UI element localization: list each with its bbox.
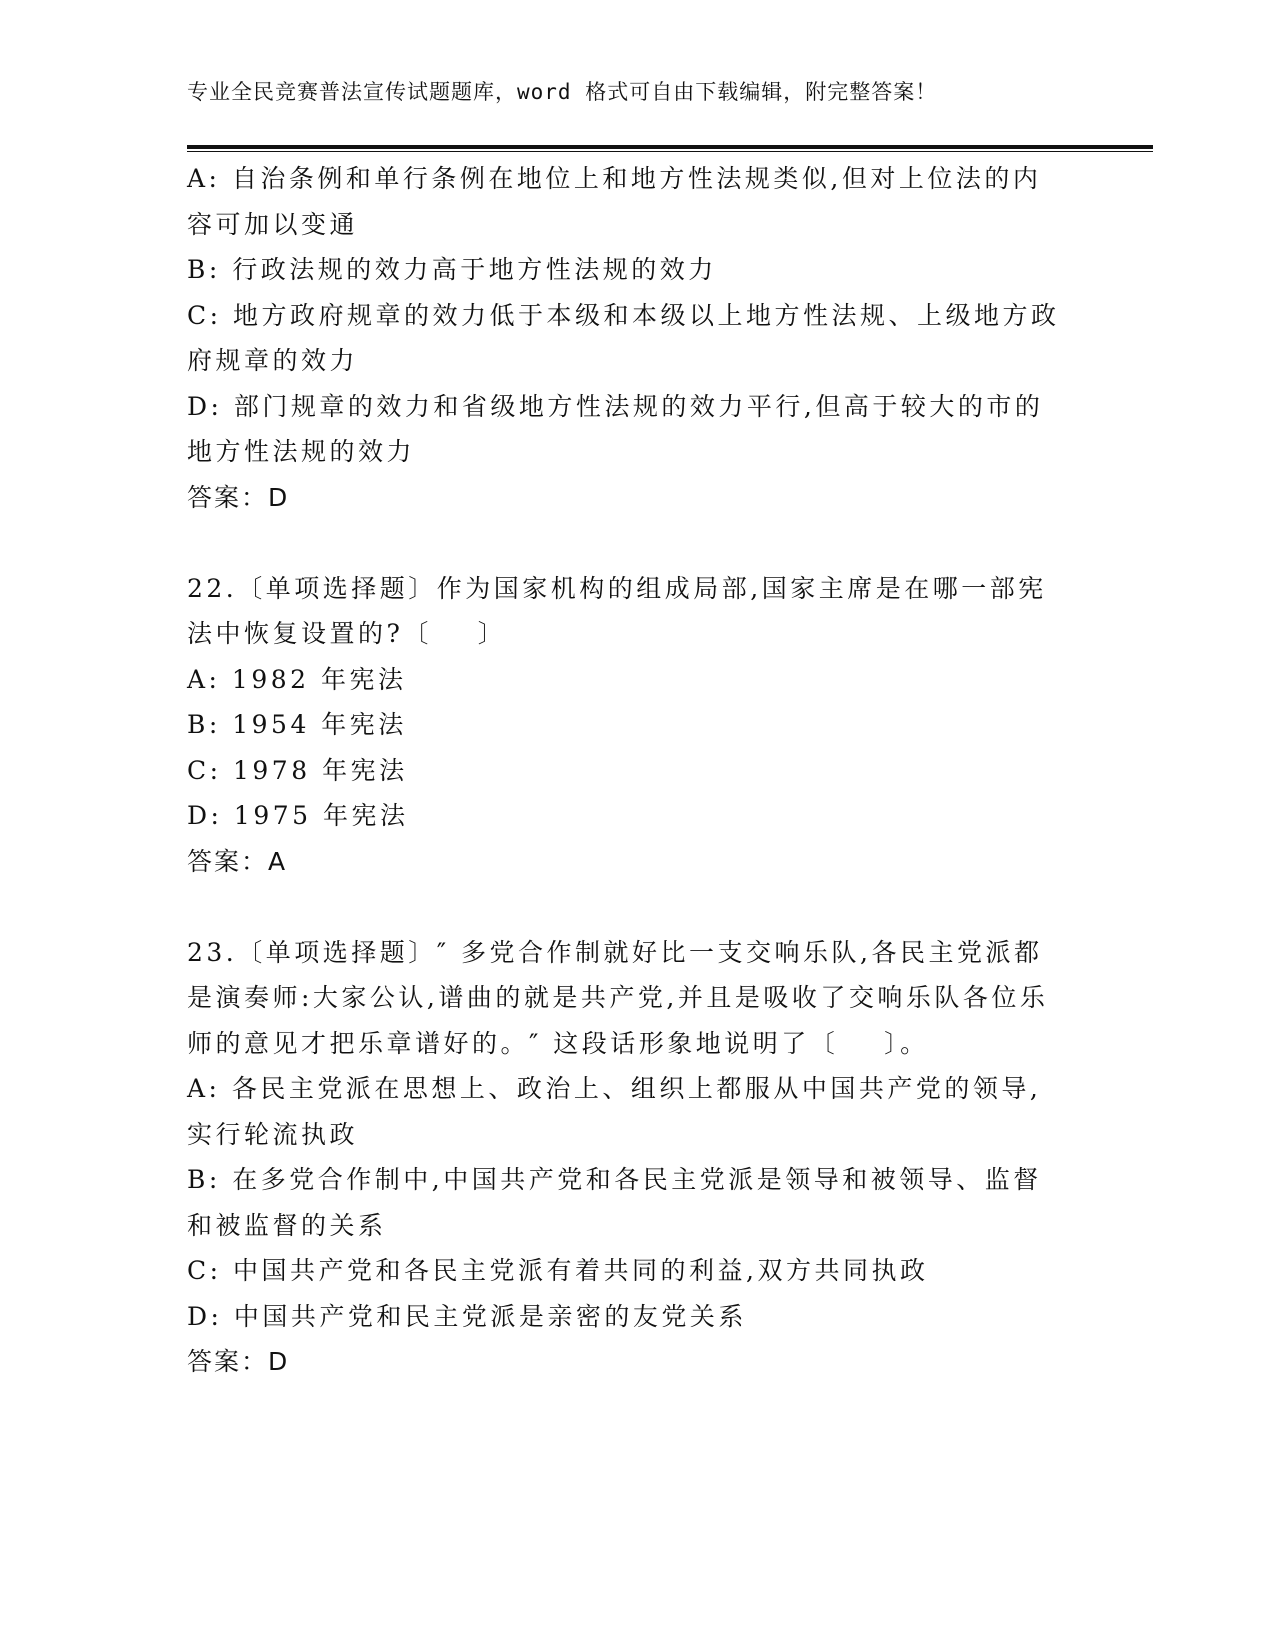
option-b-line-2: 和被监督的关系 [187, 1210, 387, 1240]
question-stem-line-2: 是演奏师:大家公认,谱曲的就是共产党,并且是吸收了交响乐队各位乐 [187, 983, 1049, 1012]
question-stem-line-2: 法中恢复设置的?〔 〕 [187, 619, 507, 648]
question-23 [187, 930, 1087, 1385]
spacer [187, 520, 1087, 566]
option-d: D: 1975 年宪法 [187, 801, 409, 830]
header-rule-thick [187, 145, 1153, 149]
question-stem-line-3: 师的意见才把乐章谱好的。″ 这段话形象地说明了〔 〕。 [187, 1028, 929, 1058]
option-b-line-1: B: 在多党合作制中,中国共产党和各民主党派是领导和被领导、监督 [187, 1165, 1042, 1194]
option-a-line-1: A: 自治条例和单行条例在地位上和地方性法规类似,但对上位法的内 [187, 164, 1042, 193]
option-a-line-2: 实行轮流执政 [187, 1119, 359, 1149]
option-c-line-2: 府规章的效力 [187, 346, 359, 375]
option-d-line-1: D: 部门规章的效力和省级地方性法规的效力平行,但高于较大的市的 [187, 391, 1044, 421]
answer-label: 答案：D [187, 1347, 290, 1376]
spacer [187, 884, 1087, 930]
option-d-line-2: 地方性法规的效力 [187, 437, 416, 466]
question-stem-line-1: 23.〔单项选择题〕″ 多党合作制就好比一支交响乐队,各民主党派都 [187, 937, 1043, 967]
question-content [187, 156, 1087, 1385]
answer-label: 答案：D [187, 482, 290, 512]
page-header: 专业全民竞赛普法宣传试题题库，word 格式可自由下载编辑，附完整答案！ [187, 80, 938, 104]
question-21-options [187, 156, 1087, 520]
option-a-line-2: 容可加以变通 [187, 209, 359, 239]
question-stem-line-1: 22.〔单项选择题〕作为国家机构的组成局部,国家主席是在哪一部宪 [187, 573, 1047, 603]
option-c: C: 中国共产党和各民主党派有着共同的利益,双方共同执政 [187, 1256, 929, 1285]
option-a: A: 1982 年宪法 [187, 664, 407, 694]
option-b: B: 行政法规的效力高于地方性法规的效力 [187, 255, 717, 284]
header-rule-thin [187, 151, 1153, 152]
option-d: D: 中国共产党和民主党派是亲密的友党关系 [187, 1301, 747, 1331]
option-a-line-1: A: 各民主党派在思想上、政治上、组织上都服从中国共产党的领导, [187, 1074, 1042, 1103]
option-b: B: 1954 年宪法 [187, 710, 407, 739]
answer-label: 答案：A [187, 846, 288, 876]
option-c-line-1: C: 地方政府规章的效力低于本级和本级以上地方性法规、上级地方政 [187, 300, 1060, 330]
question-22 [187, 566, 1087, 885]
option-c: C: 1978 年宪法 [187, 755, 408, 785]
